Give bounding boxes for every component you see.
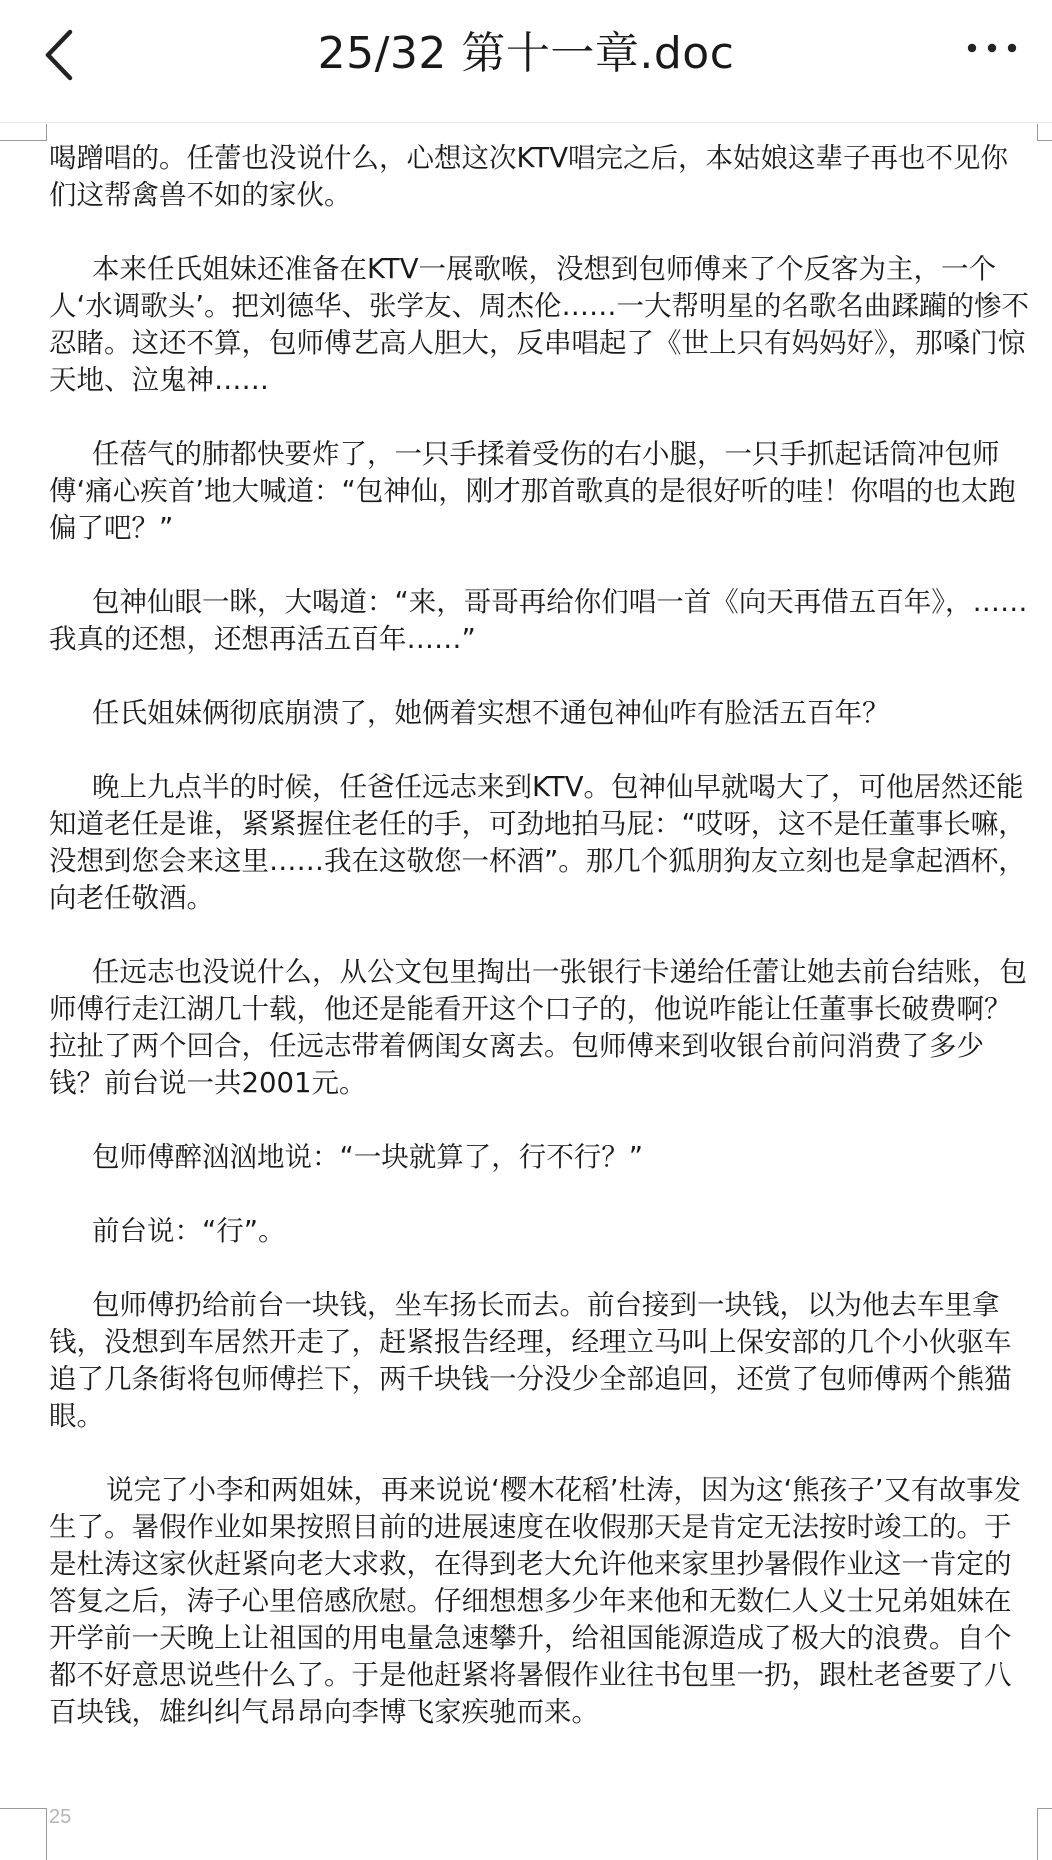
more-horizontal-icon	[960, 34, 1024, 78]
paragraph: 前台说：“行”。	[92, 1215, 286, 1247]
paragraph: 包师傅扔给前台一块钱，坐车扬长而去。前台接到一块钱，以为他去车里拿钱，没想到车居然开走了，赶紧报告经理，经理立马叫上保安部的几个小伙驱车追了几条街将包师傅拦下，两千块钱一分没少全部追回，还赏了包师傅两个熊猫眼。	[49, 1289, 1012, 1432]
paragraph: 包师傅醉汹汹地说：“一块就算了，行不行？”	[92, 1141, 643, 1173]
page-corner-mark-top-left	[0, 124, 47, 141]
page-corner-mark-bottom-left	[0, 1808, 47, 1860]
document-body	[49, 140, 1033, 1768]
more-button[interactable]	[960, 34, 1024, 78]
paragraph: 说完了小李和两姐妹，再来说说‘樱木花稻’杜涛，因为这‘熊孩子’又有故事发生了。暑假作业如果按照目前的进展速度在收假那天是肯定无法按时竣工的。于是杜涛这家伙赶紧向老大求救，在得到老大允许他来家里抄暑假作业这一肯定的答复之后，涛子心里倍感欣慰。仔细想想多少年来他和无数仁人义士兄弟姐妹在开学前一天晚上让祖国的用电量急速攀升，给祖国能源造成了极大的浪费。自个都不好意思说些什么了。于是他赶紧将暑假作业往书包里一扔，跟杜老爸要了八百块钱，雄纠纠气昂昂向李博飞家疾驰而来。	[49, 1474, 1021, 1728]
page-corner-mark-bottom-right	[1037, 1808, 1052, 1860]
paragraph: 晚上九点半的时候，任爸任远志来到KTV。包神仙早就喝大了，可他居然还能知道老任是谁，紧紧握住老任的手，可劲地拍马屁：“哎呀，这不是任董事长嘛，没想到您会来这里……我在这敬您一杯酒”。那几个狐朋狗友立刻也是拿起酒杯，向老任敬酒。	[49, 771, 1026, 914]
page-number: 25	[49, 1806, 72, 1828]
back-button[interactable]	[40, 22, 100, 92]
paragraph: 任蓓气的肺都快要炸了，一只手揉着受伤的右小腿，一只手抓起话筒冲包师傅‘痛心疾首’地大喊道：“包神仙，刚才那首歌真的是很好听的哇！你唱的也太跑偏了吧？”	[49, 438, 1016, 544]
page-corner-mark-top-right	[1037, 124, 1052, 141]
paragraph: 本来任氏姐妹还准备在KTV一展歌喉，没想到包师傅来了个反客为主，一个人‘水调歌头’。把刘德华、张学友、周杰伦……一大帮明星的名歌名曲蹂躏的惨不忍睹。这还不算，包师傅艺高人胆大，反串唱起了《世上只有妈妈好》，那嗓门惊天地、泣鬼神……	[49, 253, 1029, 396]
document-title: 25/32 第十一章.doc	[317, 28, 735, 79]
paragraph: 包神仙眼一眯，大喝道：“来，哥哥再给你们唱一首《向天再借五百年》，……我真的还想，还想再活五百年……”	[49, 586, 1028, 655]
paragraph: 任氏姐妹俩彻底崩溃了，她俩着实想不通包神仙咋有脸活五百年？	[92, 697, 890, 729]
chevron-left-icon	[40, 22, 100, 92]
top-bar	[0, 0, 1052, 123]
paragraph: 任远志也没说什么，从公文包里掏出一张银行卡递给任蕾让她去前台结账，包师傅行走江湖几十载，他还是能看开这个口子的，他说咋能让任董事长破费啊？拉扯了两个回合，任远志带着俩闺女离去。包师傅来到收银台前问消费了多少钱？前台说一共2001元。	[49, 956, 1027, 1099]
paragraph: 喝蹭唱的。任蕾也没说什么，心想这次KTV唱完之后，本姑娘这辈子再也不见你们这帮禽兽不如的家伙。	[49, 142, 1009, 211]
